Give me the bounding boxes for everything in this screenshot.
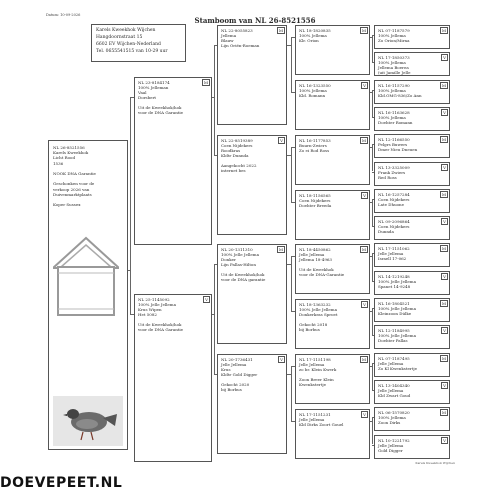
- subject-line: NOOK DNA Garantie: [53, 171, 96, 176]
- pedigree-line: NL 23-8184174: [138, 80, 170, 85]
- pedigree-line: Red Ross: [378, 174, 397, 180]
- pedigree-line: Jellema 18-4963: [299, 257, 332, 262]
- pedigree-line: bij Borbus: [299, 327, 320, 332]
- connector-line: [372, 363, 374, 364]
- connector-line: [370, 256, 372, 257]
- pedigree-line: Jelle Jellema: [378, 442, 404, 448]
- owner-box: [91, 24, 186, 62]
- great-grandparent-box: [295, 80, 370, 130]
- connector-line: [370, 421, 372, 422]
- pedigree-line: Coen Nijdekers: [299, 198, 331, 203]
- connector-line: [130, 314, 134, 315]
- great-great-grandparent-box: [374, 435, 450, 459]
- owner-line: Karels Kweekhok Wijchen: [96, 28, 156, 33]
- pedigree-line: voor de DNA Garantie: [138, 327, 184, 332]
- connector-line: [370, 37, 372, 38]
- sex-badge: V: [363, 83, 366, 88]
- subject-line: 1536: [53, 160, 64, 166]
- pedigree-line: bij Borbus: [221, 387, 242, 392]
- pedigree-line: NL 20-1311310: [221, 247, 253, 252]
- pedigree-line: Kldtr Dunnda: [221, 153, 249, 158]
- connector-line: [372, 308, 373, 335]
- sex-badge: V: [443, 55, 446, 61]
- pedigree-line: Zoon Breer Klein: [299, 377, 334, 382]
- pedigree-line: NL 13-3325009: [378, 164, 410, 170]
- pedigree-line: Jelle Jellema: [299, 252, 325, 257]
- sex-badge: M: [361, 357, 366, 362]
- pedigree-line: 100% Jellema: [378, 114, 406, 120]
- pedigree-line: NL 16-1804521: [378, 301, 410, 306]
- pedigree-line: NL 22-8519389: [221, 138, 253, 143]
- great-great-grandparent-box: [374, 271, 450, 295]
- subject-line: Geschonken voor de: [53, 181, 95, 187]
- pedigree-line: NL 07-1187495: [378, 355, 410, 361]
- pedigree-line: Spanet 14-9248: [378, 283, 411, 289]
- pedigree-line: NL 17-1151198: [299, 357, 331, 362]
- connector-line: [372, 117, 374, 118]
- pedigree-line: Blauw: [221, 38, 234, 43]
- sex-badge: M: [278, 247, 283, 252]
- grandparent-box: [217, 25, 287, 125]
- pedigree-line: 100% Jelle Jellema: [378, 306, 416, 311]
- pedigree-line: NL 25-1145092: [138, 297, 170, 302]
- sex-badge: M: [361, 28, 366, 33]
- great-great-grandparent-box: [374, 298, 450, 322]
- pedigree-line: Doehter Pallas: [378, 338, 408, 344]
- sex-badge: V: [443, 382, 446, 388]
- pedigree-line: NL 16-1177853: [299, 138, 331, 143]
- pedigree-line: voor de DNA garantie: [221, 277, 266, 282]
- great-great-grandparent-box: [374, 80, 450, 104]
- connector-line: [214, 264, 215, 374]
- pedigree-line: NL 18-1156565: [299, 193, 331, 198]
- pedigree-line: Zoon Dirks: [378, 420, 401, 426]
- pedigree-line: Krus: [221, 367, 231, 372]
- grandparent-box: [217, 135, 287, 235]
- pedigree-line: Jelle Jellema: [378, 387, 404, 393]
- sex-badge: V: [443, 328, 446, 334]
- pedigree-line: 100% Jelle Jellema: [221, 252, 259, 257]
- pedigree-line: Coen Nijdekers: [221, 143, 253, 148]
- connector-line: [372, 226, 374, 227]
- pedigree-line: Zo Kl Kwenkstertje: [378, 365, 417, 371]
- pedigree-line: Lijn Pallas-Hilton: [221, 262, 256, 267]
- great-grandparent-box: [295, 354, 370, 404]
- watermark-logo: DOEVEPEET.NL: [0, 475, 123, 491]
- connector-line: [370, 92, 372, 93]
- father-box: [134, 77, 212, 245]
- great-great-grandparent-box: [374, 52, 450, 76]
- pedigree-line: Doehter Romann: [378, 119, 413, 125]
- pedigree-line: zo br. Klein Kwerk: [299, 367, 337, 372]
- subject-line: Duivenmarktplaats: [53, 191, 92, 197]
- pedigree-line: Pelgrs Buwers: [378, 142, 408, 148]
- connector-line: [130, 97, 134, 98]
- pedigree-line: NL 10-1221792: [378, 437, 410, 443]
- pedigree-line: Frank Zwiers: [378, 169, 406, 175]
- sex-badge: V: [205, 297, 208, 302]
- pedigree-line: NL 17-1151062: [378, 246, 410, 252]
- sex-badge: V: [443, 437, 446, 443]
- connector-line: [372, 417, 373, 444]
- connector-line: [372, 144, 374, 145]
- connector-line: [291, 256, 292, 311]
- sex-badge: V: [363, 412, 366, 417]
- sex-badge: M: [278, 28, 283, 33]
- pedigree-line: NL 18-4450862: [299, 247, 331, 252]
- sex-badge: V: [443, 109, 446, 115]
- connector-line: [291, 147, 295, 148]
- connector-line: [287, 264, 291, 265]
- connector-line: [370, 366, 372, 367]
- pedigree-line: Jelle Jellema: [378, 251, 404, 257]
- pedigree-line: NL 13-1404340: [378, 382, 410, 388]
- connector-line: [291, 256, 295, 257]
- pedigree-line: NL 07-1187579: [378, 28, 410, 33]
- great-grandparent-box: [295, 244, 370, 294]
- pedigree-line: Kld. Romann: [299, 93, 326, 98]
- pedigree-line: Uit de Kweekhok/hok: [138, 105, 182, 110]
- owner-line: Tel. 0655541515 van 10-29 uur: [96, 49, 168, 54]
- pedigree-line: NL 14-1219248: [378, 273, 410, 279]
- connector-line: [214, 155, 217, 156]
- pedigree-line: (uit Jamille Jelle: [378, 70, 411, 76]
- connector-line: [372, 253, 374, 254]
- pedigree-line: Lijn Oriën-Roeman: [221, 43, 260, 48]
- pedigree-line: NL 17-1151231: [299, 412, 331, 417]
- connector-line: [372, 199, 374, 200]
- pedigree-line: Jelle Jellema: [299, 417, 325, 422]
- pedigree-line: Jelle Jellema: [221, 362, 247, 367]
- pedigree-line: 100% Jellema: [378, 60, 406, 66]
- pedigree-line: NL 12-1166550: [378, 137, 410, 143]
- pedigree-line: Kld Dirks Zoort Gouel: [299, 422, 344, 427]
- connector-line: [291, 202, 295, 203]
- connector-line: [291, 37, 292, 92]
- connector-line: [372, 35, 374, 36]
- connector-line: [128, 270, 130, 271]
- connector-line: [372, 417, 374, 418]
- subject-line: Koper Sussex: [53, 202, 81, 208]
- connector-line: [370, 202, 372, 203]
- sex-badge: M: [441, 410, 446, 416]
- pedigree-line: Kwenkstertje: [299, 382, 326, 387]
- connector-line: [214, 45, 215, 155]
- great-great-grandparent-box: [374, 25, 450, 49]
- great-grandparent-box: [295, 25, 370, 75]
- connector-line: [291, 37, 295, 38]
- great-great-grandparent-box: [374, 189, 450, 213]
- pedigree-line: Dorsbert: [138, 95, 157, 100]
- grandparent-box: [217, 354, 287, 454]
- pedigree-line: NL 20-1736431: [221, 357, 253, 362]
- pedigree-line: Zo Orion/Mirna: [378, 38, 410, 43]
- pedigree-line: Jelle Jellema: [378, 360, 404, 366]
- great-grandparent-box: [295, 190, 370, 240]
- pedigree-line: NL 18-1820835: [299, 28, 331, 33]
- connector-line: [287, 45, 291, 46]
- great-great-grandparent-box: [374, 353, 450, 377]
- great-grandparent-box: [295, 135, 370, 185]
- subject-line: Karels Kweekhok: [53, 150, 89, 156]
- connector-line: [212, 314, 214, 315]
- pedigree-line: NL 06-1570820: [378, 410, 410, 416]
- pedigree-line: Dunnda: [378, 229, 394, 235]
- pedigree-line: Late Dhuone: [378, 201, 404, 207]
- connector-line: [372, 363, 373, 390]
- pedigree-line: internet bes: [221, 168, 246, 173]
- connector-line: [372, 35, 373, 62]
- grandparent-box: [217, 244, 287, 344]
- pedigree-line: Het 5082: [138, 312, 157, 317]
- connector-line: [291, 92, 295, 93]
- pedigree-line: Uit de Kweekhok: [299, 267, 334, 272]
- pedigree-line: Uit de Kweekhok/hok: [221, 272, 265, 277]
- pedigree-line: voor de DNA Garantie: [138, 110, 184, 115]
- pedigree-line: 100% Jelle Jellema: [378, 333, 416, 339]
- connector-line: [372, 172, 374, 173]
- pedigree-line: Jelle Jellema: [299, 362, 325, 367]
- great-great-grandparent-box: [374, 380, 450, 404]
- owner-line: Hangdoornstraat 15: [96, 35, 143, 40]
- pedigree-line: 100% Jelle Jellema: [378, 278, 416, 284]
- pedigree-line: Klr. Orion: [299, 38, 319, 43]
- connector-line: [214, 264, 217, 265]
- pedigree-line: Gold Digger: [378, 447, 403, 453]
- sex-badge: M: [361, 247, 366, 252]
- connector-line: [291, 147, 292, 202]
- sex-badge: V: [443, 219, 446, 225]
- connector-line: [372, 308, 374, 309]
- pedigree-line: Dmer Nieu Dneuen: [378, 147, 418, 153]
- pedigree-line: Donker: [221, 257, 236, 262]
- pedigree-line: NL 16-1323550: [299, 83, 331, 88]
- great-grandparent-box: [295, 299, 370, 349]
- pedigree-line: NL 16-1257284: [378, 191, 410, 197]
- connector-line: [372, 445, 374, 446]
- great-great-grandparent-box: [374, 134, 450, 158]
- connector-line: [372, 90, 373, 117]
- pedigree-line: Kld.OMG-836/Zo Ann: [378, 92, 422, 98]
- pedigree-line: 100% Jellema: [378, 415, 406, 421]
- great-great-grandparent-box: [374, 216, 450, 240]
- pedigree-line: NL 12-1184995: [378, 328, 410, 334]
- great-great-grandparent-box: [374, 107, 450, 131]
- pedigree-line: NL 16-1157290: [378, 82, 410, 88]
- pedigree-line: Krus Wipen: [138, 307, 162, 312]
- sex-badge: V: [443, 164, 446, 170]
- sex-badge: M: [203, 80, 208, 85]
- connector-line: [372, 199, 373, 226]
- great-great-grandparent-box: [374, 243, 450, 267]
- subject-line: verkoop 2026 van: [53, 186, 90, 192]
- sex-badge: M: [441, 28, 446, 33]
- pedigree-line: Donkerkras Sproet: [299, 312, 338, 317]
- pigeon-photo: [53, 396, 123, 446]
- pedigree-line: NL 16-1163628: [378, 109, 410, 115]
- footer-owner: Karels Kweekhok Wijchen: [415, 461, 455, 465]
- connector-line: [214, 45, 217, 46]
- connector-line: [370, 147, 372, 148]
- pedigree-line: NL 22-8055823: [221, 28, 253, 33]
- pedigree-line: voor de DNA-Garantie: [299, 272, 345, 277]
- subject-box: [48, 140, 128, 450]
- pedigree-line: Aangekocht 2022: [221, 163, 257, 168]
- sex-badge: M: [441, 355, 446, 361]
- pedigree-line: Kld Zwart Goud: [378, 392, 411, 398]
- pedigree-line: 100% Jelleman: [138, 85, 169, 90]
- sex-badge: V: [363, 302, 366, 307]
- pedigree-line: Jellema: [221, 33, 237, 38]
- great-great-grandparent-box: [374, 325, 450, 349]
- sex-badge: M: [441, 137, 446, 143]
- sex-badge: V: [280, 357, 283, 362]
- pedigree-line: 100% Jelle Jellema: [138, 302, 176, 307]
- pedigree-line: 100% Jellema: [378, 87, 406, 93]
- pedigree-line: Coen Nijdekers: [378, 196, 410, 202]
- sex-badge: V: [363, 193, 366, 198]
- pedigree-line: Gekocht 2018: [299, 322, 328, 327]
- pedigree-line: 100% Jellema: [299, 88, 327, 93]
- pedigree-line: 100% Jellema: [299, 33, 327, 38]
- connector-line: [214, 374, 217, 375]
- mother-box: [134, 294, 212, 462]
- connector-line: [372, 144, 373, 171]
- sex-badge: M: [441, 191, 446, 197]
- sex-badge: M: [441, 246, 446, 252]
- owner-line: 6602 EV Wijchen-Nederland: [96, 42, 161, 47]
- pedigree-line: Kldtr Gold Digger: [221, 372, 258, 377]
- sex-badge: M: [441, 82, 446, 88]
- subject-line: NL 26-8521556: [53, 145, 85, 150]
- great-great-grandparent-box: [374, 407, 450, 431]
- connector-line: [372, 62, 374, 63]
- pedigree-line: Gekocht 2020: [221, 382, 250, 387]
- print-date: Datum: 10-09-2026: [46, 13, 81, 17]
- pedigree-line: NL 09-2096864: [378, 219, 410, 225]
- great-great-grandparent-box: [374, 162, 450, 186]
- pedigree-line: Zo ei Rod Ross: [299, 148, 330, 153]
- pedigree-line: Vaal: [138, 90, 147, 95]
- connector-line: [287, 155, 291, 156]
- page-title: Stamboom van NL 26-8521556: [194, 16, 316, 25]
- dna-logo: [53, 233, 119, 318]
- connector-line: [370, 311, 372, 312]
- connector-line: [291, 366, 292, 421]
- connector-line: [287, 374, 291, 375]
- pedigree-line: Kleinzoon Dülke: [378, 311, 412, 316]
- connector-line: [291, 311, 295, 312]
- connector-line: [291, 421, 295, 422]
- pedigree-line: Roodkras: [221, 148, 241, 153]
- pedigree-line: Jellema Boerea: [378, 65, 409, 71]
- pedigree-line: Buurn-Zwiers: [299, 143, 327, 148]
- sex-badge: M: [441, 301, 446, 306]
- sex-badge: V: [280, 138, 283, 143]
- pedigree-line: Coen Nijdekers: [378, 224, 410, 230]
- connector-line: [372, 90, 374, 91]
- connector-line: [372, 281, 374, 282]
- pedigree-line: Israell 17-062: [378, 256, 407, 262]
- subject-line: Licht Rood: [53, 155, 76, 161]
- connector-line: [291, 366, 295, 367]
- pedigree-line: 100% Jelle Jellema: [299, 307, 337, 312]
- pedigree-line: Doehter Breeda: [299, 203, 332, 208]
- sex-badge: M: [361, 138, 366, 143]
- connector-line: [212, 97, 214, 98]
- connector-line: [130, 97, 131, 314]
- pedigree-line: NL 17-1850373: [378, 55, 410, 61]
- connector-line: [372, 253, 373, 280]
- sex-badge: V: [443, 273, 446, 279]
- pedigree-line: 100% Jellema: [378, 33, 406, 38]
- connector-line: [372, 335, 374, 336]
- pedigree-line: NL 18-1363232: [299, 302, 331, 307]
- connector-line: [372, 390, 374, 391]
- pedigree-line: Uit de Kweekhok/hok: [138, 322, 182, 327]
- great-grandparent-box: [295, 409, 370, 459]
